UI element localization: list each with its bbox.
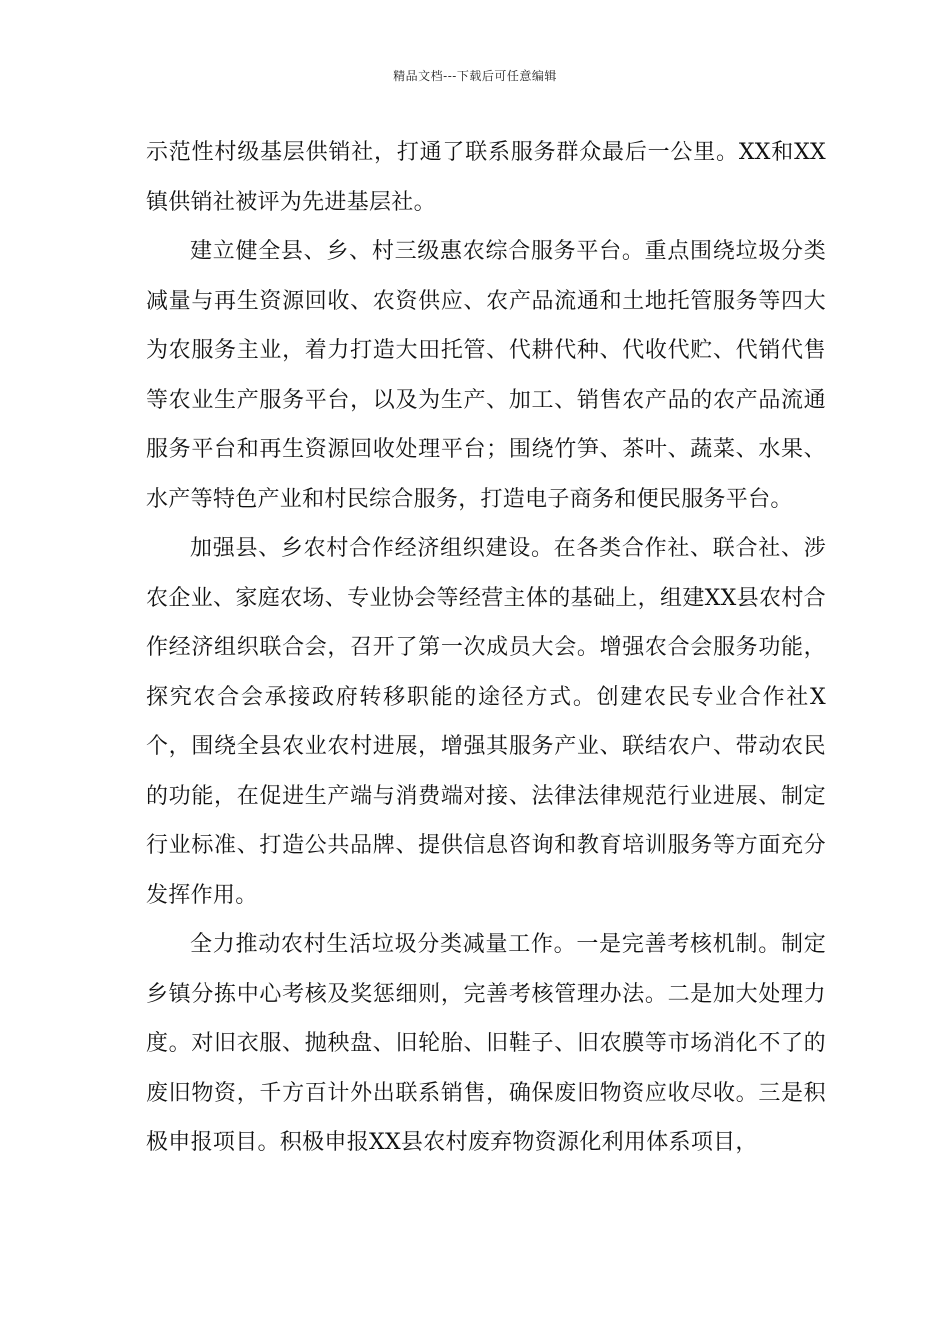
paragraph-3: 加强县、乡农村合作经济组织建设。在各类合作社、联合社、涉农企业、家庭农场、专业协会等经营主体的基础上，组建XX县农村合作经济组织联合会，召开了第一次成员大会。增强农合会服务功能，探究农合会承接政府转移职能的途径方式。创建农民专业合作社X个，围绕全县农业农村进展，增强其服务产业、联结农户、带动农民的功能，在促进生产端与消费端对接、法律法律规范行业进展、制定行业标准、打造公共品牌、提供信息咨询和教育培训服务等方面充分发挥作用。	[146, 536, 826, 908]
paragraph-4: 全力推动农村生活垃圾分类减量工作。一是完善考核机制。制定乡镇分拣中心考核及奖惩细则，完善考核管理办法。二是加大处理力度。对旧衣服、抛秧盘、旧轮胎、旧鞋子、旧农膜等市场消化不了的废旧物资，千方百计外出联系销售，确保废旧物资应收尽收。三是积极申报项目。积极申报XX县农村废弃物资源化利用体系项目，	[146, 932, 826, 1155]
paragraph-2: 建立健全县、乡、村三级惠农综合服务平台。重点围绕垃圾分类减量与再生资源回收、农资供应、农产品流通和土地托管服务等四大为农服务主业，着力打造大田托管、代耕代种、代收代贮、代销代售等农业生产服务平台，以及为生产、加工、销售农产品的农产品流通服务平台和再生资源回收处理平台；围绕竹笋、茶叶、蔬菜、水果、水产等特色产业和村民综合服务，打造电子商务和便民服务平台。	[146, 239, 826, 512]
paragraph-1: 示范性村级基层供销社，打通了联系服务群众最后一公里。XX和XX镇供销社被评为先进基层社。	[146, 140, 826, 215]
page-header: 精品文档---下载后可任意编辑	[393, 69, 557, 83]
document-body	[146, 128, 826, 1168]
